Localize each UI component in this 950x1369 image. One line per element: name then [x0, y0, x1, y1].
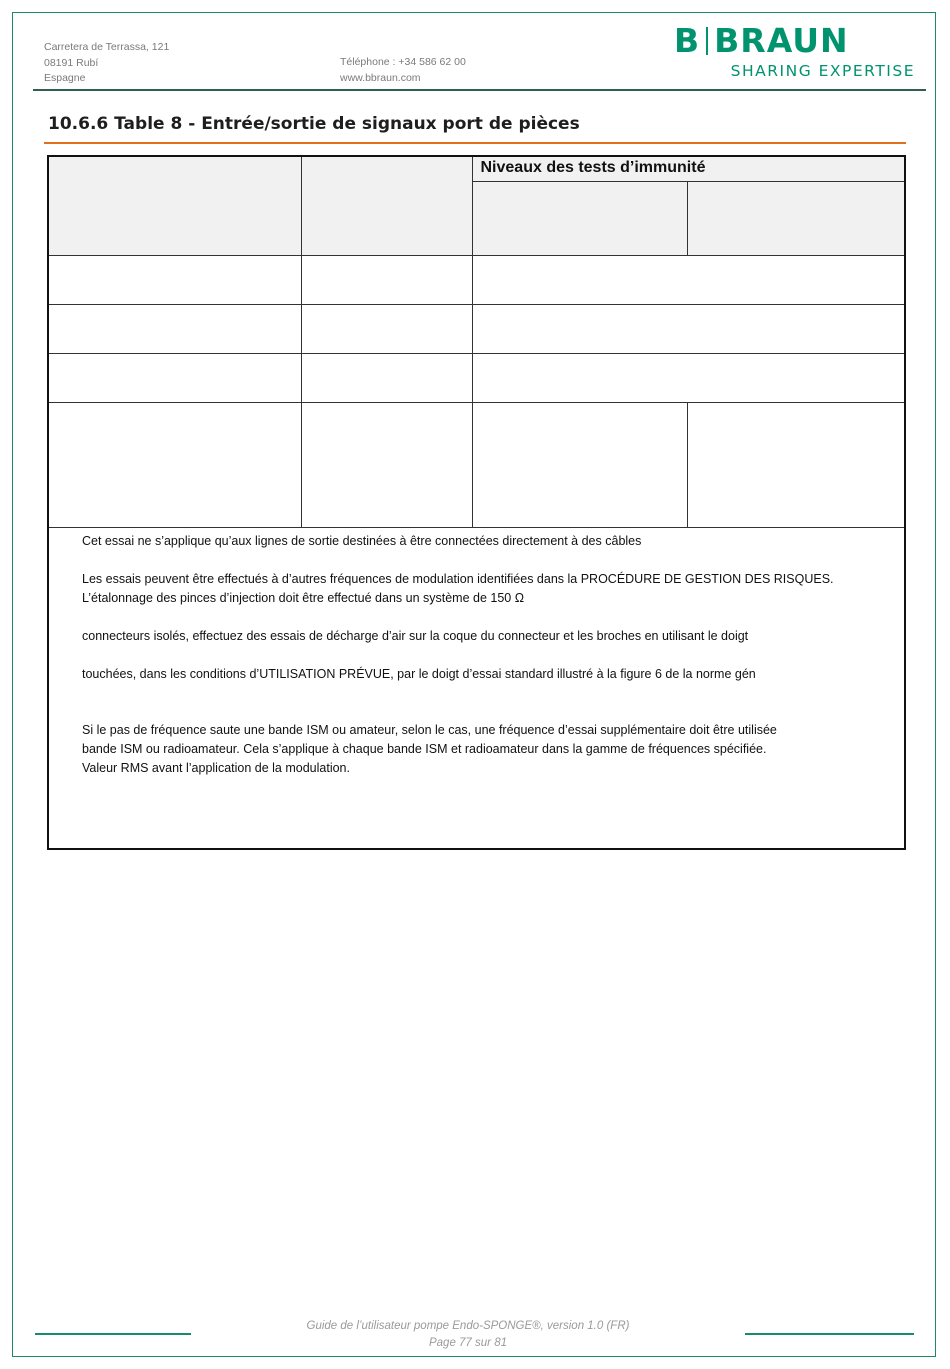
section-title: 10.6.6 Table 8 - Entrée/sortie de signaux port de pièces	[48, 114, 580, 134]
note-line: connecteurs isolés, effectuez des essais de décharge d’air sur la coque du connecteur et les broches en utilisant le doigt	[82, 628, 749, 643]
header-cell	[48, 156, 301, 255]
footer-guide-title: Guide de l’utilisateur pompe Endo-SPONGE®, version 1.0 (FR)	[306, 1320, 630, 1332]
table-cell	[472, 353, 905, 402]
niveaux-header-cell	[472, 156, 905, 181]
page-footer	[200, 1318, 736, 1352]
table-cell	[48, 353, 301, 402]
company-contact	[340, 55, 466, 86]
footer-page-number: Page 77 sur 81	[428, 1337, 507, 1349]
table-cell	[472, 304, 905, 353]
table-cell	[48, 304, 301, 353]
website: www.bbraun.com	[340, 71, 421, 84]
note-line: bande ISM ou radioamateur. Cela s’applique à chaque bande ISM et radioamateur dans la gamme de fréquences spécifiée.	[82, 741, 767, 756]
table-cell	[48, 255, 301, 304]
table-cell	[301, 255, 472, 304]
header-cell	[687, 181, 905, 255]
footer-rule-right	[745, 1333, 914, 1335]
address-line: Carretera de Terrassa, 121	[44, 41, 170, 53]
address-line: 08191 Rubí	[44, 56, 99, 69]
table-cell	[48, 402, 301, 527]
immunity-table	[47, 155, 906, 850]
title-underline	[44, 142, 906, 144]
table-cell	[687, 402, 905, 527]
company-address	[44, 40, 169, 87]
logo-wordmark: B BRAUN	[674, 21, 849, 60]
table-cell	[301, 402, 472, 527]
header-cell	[301, 156, 472, 255]
notes-cell	[48, 527, 905, 849]
note-line: Les essais peuvent être effectués à d’autres fréquences de modulation identifiées dans la PROCÉDURE DE GESTION DES RISQUES.	[82, 571, 834, 586]
niveaux-header: Niveaux des tests d’immunité	[480, 159, 706, 176]
logo-separator	[706, 27, 708, 55]
note-line: Valeur RMS avant l’application de la modulation.	[82, 760, 350, 775]
note-line: Si le pas de fréquence saute une bande ISM ou amateur, selon le cas, une fréquence d’essai supplémentaire doit être utilisée	[82, 722, 777, 737]
table-cell	[472, 402, 687, 527]
bbraun-logo	[672, 22, 917, 84]
phone-number: Téléphone : +34 586 62 00	[340, 56, 466, 68]
table-cell	[301, 304, 472, 353]
logo-tagline: SHARING EXPERTISE	[730, 62, 915, 80]
header-cell	[472, 181, 687, 255]
note-line: touchées, dans les conditions d’UTILISATION PRÉVUE, par le doigt d’essai standard illustré à la figure 6 de la norme gén	[82, 666, 756, 681]
table-cell	[301, 353, 472, 402]
note-line: L’étalonnage des pinces d’injection doit être effectué dans un système de 150 Ω	[82, 590, 525, 605]
footer-rule-left	[35, 1333, 191, 1335]
table-cell	[472, 255, 905, 304]
header-divider	[33, 89, 926, 91]
table-notes	[49, 528, 904, 778]
note-line: Cet essai ne s’applique qu’aux lignes de sortie destinées à être connectées directement à des câbles	[82, 533, 642, 548]
address-line: Espagne	[44, 72, 86, 84]
